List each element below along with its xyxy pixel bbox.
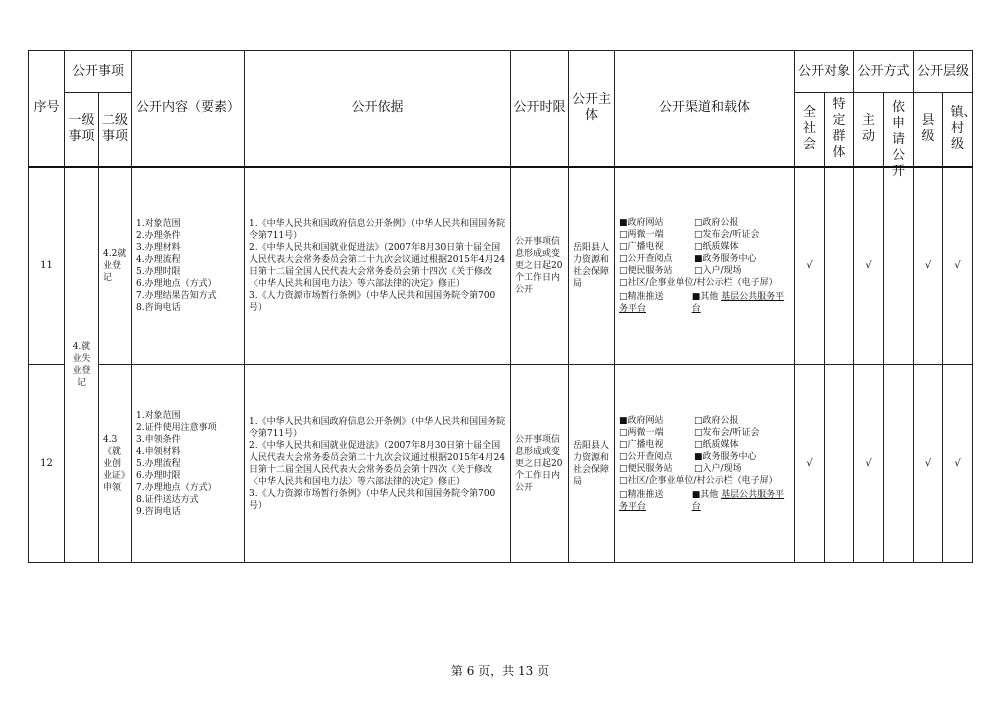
header-on-request: 依申请公开 (884, 93, 914, 167)
header-active: 主动 (854, 93, 884, 167)
basis-text: 1.《中华人民共和国政府信息公开条例》（中华人民共和国国务院令第711号） 2.《中华人民共和国就业促进法》（2007年8月30日第十届全国人民代表大会常务委员会第二十九次会议通过根据2015年4月24日第十二届全国人民代表大会常务委员会第十四次《关于修改〈中华人民共和国电力法〉等六部法律的决定》修正） 3.《人力资源市场暂行条例》（中华人民共和国国务院令第700号） (245, 167, 511, 365)
check-on-request (884, 167, 914, 365)
channel-list: ■政府网站 □政府公报 □两微一端 □发布会/听证会 □广播电视 □纸质媒体 □公开查阅点 ■政务服务中心 □便民服务站 □入户/现场 □社区/企事业单位/村公示栏（电子屏） □精准推送 务平台 ■其他 基层公共服务平台 (615, 167, 795, 365)
check-town: √ (943, 365, 973, 563)
header-time-limit: 公开时限 (511, 51, 569, 167)
check-active: √ (854, 365, 884, 563)
table-row (29, 167, 973, 365)
check-county: √ (914, 365, 943, 563)
header-county: 县级 (914, 93, 943, 167)
subject-text: 岳阳县人力资源和社会保障局 (569, 167, 615, 365)
header-public-item: 公开事项 (65, 51, 132, 93)
header-target: 公开对象 (795, 51, 854, 93)
content-list: 1.对象范围 2.办理条件 3.办理材料 4.办理流程 5.办理时限 6.办理地点（方式） 7.办理结果告知方式 8.咨询电话 (132, 167, 245, 365)
header-specific-group: 特定群体 (825, 93, 854, 167)
sub-item: 4.3《就业创业证》申领 (99, 365, 132, 563)
check-whole-society: √ (795, 365, 825, 563)
header-basis: 公开依据 (245, 51, 511, 167)
page-footer: 第 6 页，共 13 页 (450, 664, 550, 678)
check-whole-society: √ (795, 167, 825, 365)
row-seq: 12 (29, 365, 65, 563)
header-town: 镇、村级 (943, 93, 973, 167)
header-channel: 公开渠道和载体 (615, 51, 795, 167)
time-limit-text: 公开事项信息形成或变更之日起20个工作日内公开 (511, 365, 569, 563)
check-on-request (884, 365, 914, 563)
header-whole-society: 全社会 (795, 93, 825, 167)
header-level: 公开层级 (914, 51, 973, 93)
subject-text: 岳阳县人力资源和社会保障局 (569, 365, 615, 563)
check-county: √ (914, 167, 943, 365)
header-level2: 二级事项 (99, 93, 132, 167)
content-list: 1.对象范围 2.证件使用注意事项 3.申领条件 4.申领材料 5.办理流程 6.办理时限 7.办理地点（方式） 8.证件送达方式 9.咨询电话 (132, 365, 245, 563)
header-content: 公开内容（要素） (132, 51, 245, 167)
header-level1: 一级事项 (65, 93, 99, 167)
table-row (29, 365, 973, 563)
header-seq: 序号 (29, 51, 65, 167)
channel-list: ■政府网站 □政府公报 □两微一端 □发布会/听证会 □广播电视 □纸质媒体 □公开查阅点 ■政务服务中心 □便民服务站 □入户/现场 □社区/企事业单位/村公示栏（电子屏） □精准推送 务平台 ■其他 基层公共服务平台 (615, 365, 795, 563)
sub-item: 4.2就业登记 (99, 167, 132, 365)
check-active: √ (854, 167, 884, 365)
header-subject: 公开主体 (569, 51, 615, 167)
check-specific-group (825, 167, 854, 365)
header-method: 公开方式 (854, 51, 914, 93)
check-town: √ (943, 167, 973, 365)
basis-text: 1.《中华人民共和国政府信息公开条例》（中华人民共和国国务院令第711号） 2.《中华人民共和国就业促进法》（2007年8月30日第十届全国人民代表大会常务委员会第二十九次会议通过根据2015年4月24日第十二届全国人民代表大会常务委员会第十四次《关于修改〈中华人民共和国电力法〉等六部法律的决定》修正） 3.《人力资源市场暂行条例》（中华人民共和国国务院令第700号） (245, 365, 511, 563)
disclosure-table (28, 50, 977, 563)
check-specific-group (825, 365, 854, 563)
group-item: 4.就业失业登记 (65, 167, 99, 563)
row-seq: 11 (29, 167, 65, 365)
time-limit-text: 公开事项信息形成或变更之日起20个工作日内公开 (511, 167, 569, 365)
